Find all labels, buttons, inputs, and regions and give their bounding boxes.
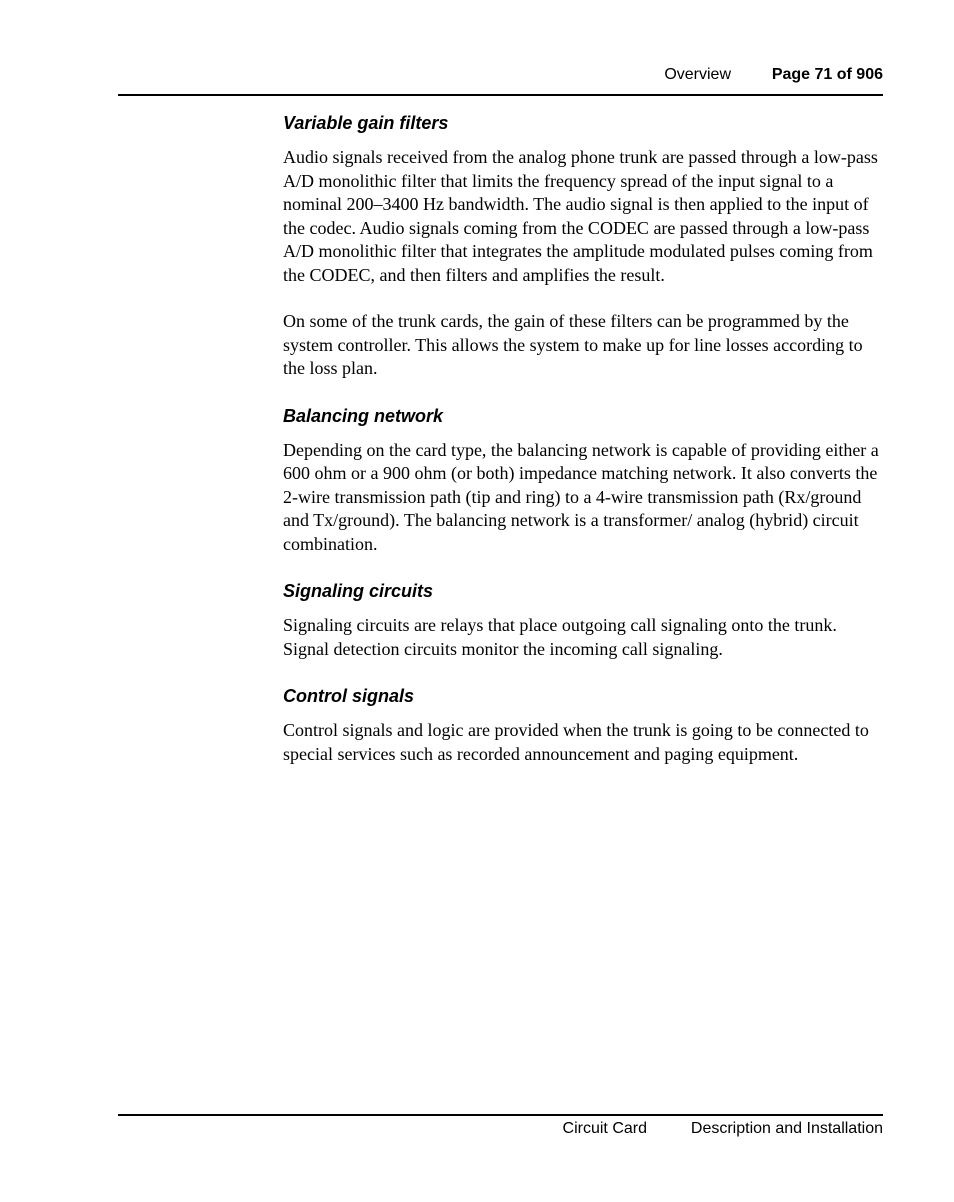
document-body	[283, 111, 883, 789]
section-balancing-network	[283, 404, 883, 557]
paragraph: Audio signals received from the analog phone trunk are passed through a low-pass A/D monolithic filter that limits the frequency spread of the input signal to a nominal 200–3400 Hz bandwidth. The audio signal is then applied to the input of the codec. Audio signals coming from the CODEC are passed through a low-pass A/D monolithic filter that integrates the amplitude modulated pulses coming from the CODEC, and then filters and amplifies the result.	[283, 147, 878, 285]
paragraph: Signaling circuits are relays that place outgoing call signaling onto the trunk. Signal detection circuits monitor the incoming call signaling.	[283, 615, 837, 659]
section-control-signals	[283, 684, 883, 766]
section-heading: Variable gain filters	[283, 113, 449, 133]
paragraph: Depending on the card type, the balancing network is capable of providing either a 600 ohm or a 900 ohm (or both) impedance matching network. It also converts the 2-wire transmission path (tip and ring) to a 4-wire transmission path (Rx/ground and Tx/ground). The balancing network is a transformer/ analog (hybrid) circuit combination.	[283, 439, 879, 554]
footer-document-title: Circuit Card	[562, 1120, 647, 1137]
footer-document-subtitle: Description and Installation	[690, 1120, 883, 1137]
page-header	[118, 62, 883, 96]
section-heading: Balancing network	[283, 405, 444, 426]
section-signaling-circuits	[283, 579, 883, 661]
section-variable-gain-filters	[283, 111, 883, 381]
header-page-number: Page 71 of 906	[771, 66, 883, 83]
paragraph: Control signals and logic are provided when the trunk is going to be connected to special services such as recorded announcement and paging equipment.	[283, 720, 869, 764]
paragraph: On some of the trunk cards, the gain of these filters can be programmed by the system controller. This allows the system to make up for line losses according to the loss plan.	[283, 311, 863, 378]
section-heading: Control signals	[283, 686, 415, 706]
section-heading: Signaling circuits	[283, 581, 434, 601]
header-section-title: Overview	[664, 66, 731, 83]
page-footer	[118, 1114, 883, 1137]
